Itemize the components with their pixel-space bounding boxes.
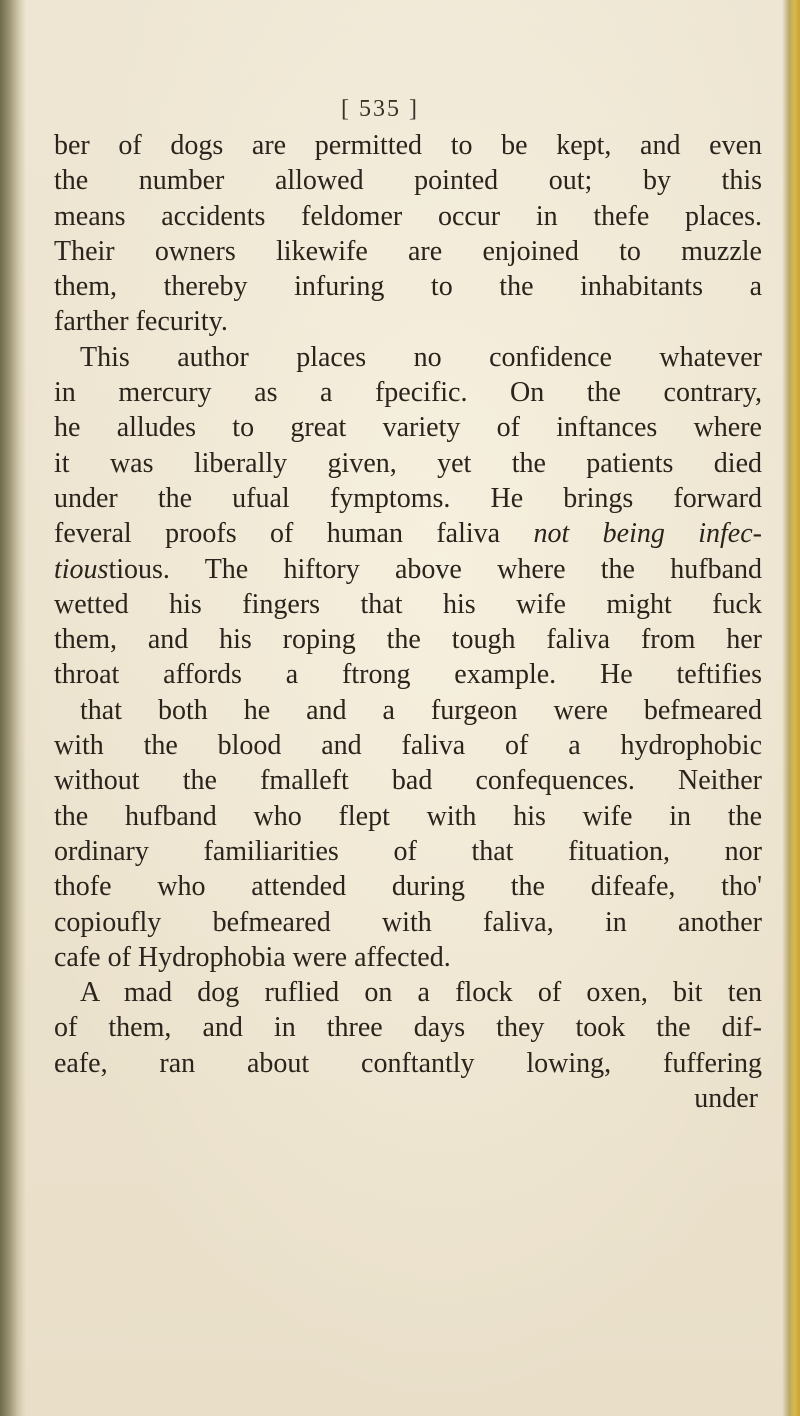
text-line-with-italic [54,552,762,587]
text-line: eafe, ran about conftantly lowing, fuffering [54,1047,762,1079]
page-outer-edge [782,0,800,1416]
body-text [54,128,762,1116]
text-line: the hufband who flept with his wife in the [54,800,762,832]
text-line: it was liberally given, yet the patients died [54,447,762,479]
italic-phrase: tious [54,553,109,585]
text-line: means accidents feldomer occur in thefe places. [54,200,762,232]
text-line: thofe who attended during the difeafe, tho' [54,871,762,903]
page-number-header: [ 535 ] [341,96,419,122]
catchword: under [694,1083,758,1115]
text-line: in mercury as a fpecific. On the contrary, [54,377,762,409]
text-line: farther fecurity. [54,306,228,338]
text-line: Their owners likewife are enjoined to muzzle [54,235,762,267]
text-line: them, thereby infuring to the inhabitants a [54,271,762,303]
text-line: without the fmalleft bad confequences. Neither [54,765,762,797]
text-line: ordinary familiarities of that fituation, nor [54,835,762,867]
text-line: the number allowed pointed out; by this [54,165,762,197]
text-line: throat affords a ftrong example. He teftifies [54,659,762,691]
text-line: he alludes to great variety of inftances where [54,412,762,444]
italic-phrase: not being infec- [533,518,762,550]
text-line-with-italic [54,516,762,551]
text-line: them, and his roping the tough faliva from her [54,624,762,656]
text-line: copioufly befmeared with faliva, in another [54,906,762,938]
paragraph-start-line: This author places no confidence whatever [80,341,762,373]
page-binding-edge [0,0,26,1416]
text-line: with the blood and faliva of a hydrophobic [54,730,762,762]
text-line: wetted his fingers that his wife might fuck [54,588,762,620]
text-line: that both he and a furgeon were befmeared [80,694,762,726]
text-line: of them, and in three days they took the dif- [54,1012,762,1044]
text-segment: feveral proofs of human faliva [54,518,534,550]
text-line: cafe of Hydrophobia were affected. [54,941,451,973]
paragraph-start-line: A mad dog ruflied on a flock of oxen, bit ten [80,977,762,1009]
text-line: under the ufual fymptoms. He brings forward [54,482,762,514]
text-line: ber of dogs are permitted to be kept, and even [54,130,762,161]
text-segment: tious. The hiftory above where the hufband [108,553,762,585]
